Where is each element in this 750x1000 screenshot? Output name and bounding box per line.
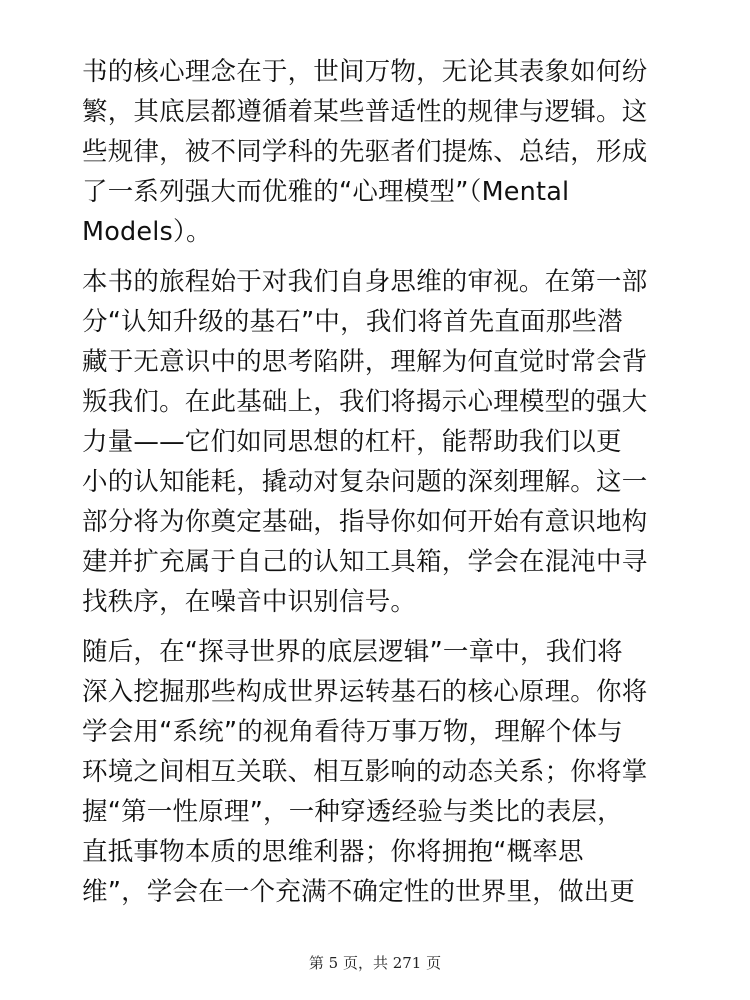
text-line: 环境之间相互关联、相互影响的动态关系；你将掌 xyxy=(82,757,648,787)
text-line: 维”，学会在一个充满不确定性的世界里，做出更 xyxy=(82,877,636,907)
text-line: 本书的旅程始于对我们自身思维的审视。在第一部 xyxy=(82,267,648,297)
text-line: 藏于无意识中的思考陷阱，理解为何直觉时常会背 xyxy=(82,347,648,377)
text-line: 叛我们。在此基础上，我们将揭示心理模型的强大 xyxy=(82,387,648,417)
text-line: 部分将为你奠定基础，指导你如何开始有意识地构 xyxy=(82,507,648,537)
text-line: 小的认知能耗，撬动对复杂问题的深刻理解。这一 xyxy=(82,467,648,497)
text-line: 力量——它们如同思想的杠杆，能帮助我们以更 xyxy=(82,427,622,457)
text-line: 直抵事物本质的思维利器；你将拥抱“概率思 xyxy=(82,837,584,867)
paragraph-2 xyxy=(82,262,682,622)
text-line: 深入挖掘那些构成世界运转基石的核心原理。你将 xyxy=(82,677,648,707)
text-line: 随后，在“探寻世界的底层逻辑”一章中，我们将 xyxy=(82,637,623,667)
text-line: 书的核心理念在于，世间万物，无论其表象如何纷 xyxy=(82,57,648,87)
paragraph-1 xyxy=(82,52,682,252)
text-line: 建并扩充属于自己的认知工具箱，学会在混沌中寻 xyxy=(82,547,648,577)
body-text xyxy=(82,52,682,922)
page-number-footer: 第 5 页，共 271 页 xyxy=(308,954,442,972)
text-line: 学会用“系统”的视角看待万事万物，理解个体与 xyxy=(82,717,623,747)
text-line: 找秩序，在噪音中识别信号。 xyxy=(82,587,417,617)
paragraph-3 xyxy=(82,632,682,912)
text-line: Models）。 xyxy=(82,217,212,247)
text-line: 了一系列强大而优雅的“心理模型”（Mental xyxy=(82,177,570,207)
text-line: 握“第一性原理”，一种穿透经验与类比的表层， xyxy=(82,797,623,827)
text-line: 分“认知升级的基石”中，我们将首先直面那些潜 xyxy=(82,307,623,337)
text-line: 些规律，被不同学科的先驱者们提炼、总结，形成 xyxy=(82,137,648,167)
text-line: 繁，其底层都遵循着某些普适性的规律与逻辑。这 xyxy=(82,97,648,127)
